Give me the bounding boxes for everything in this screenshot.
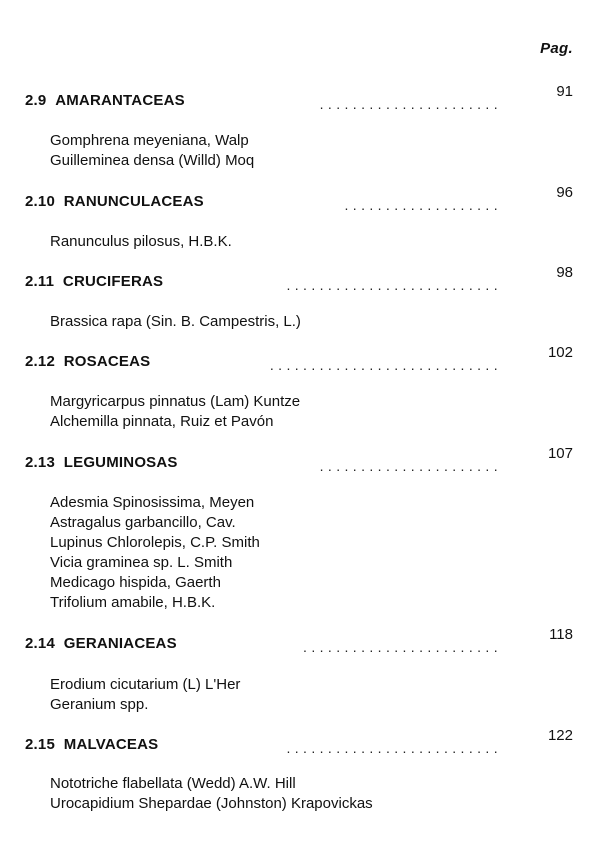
species-list (50, 493, 260, 613)
species-list (50, 774, 373, 814)
toc-entry (0, 626, 600, 657)
species-list (50, 392, 300, 432)
toc-entry (0, 264, 600, 295)
toc-section-2-12 (0, 344, 600, 375)
dot-leader: ................... (344, 197, 502, 213)
list-item: Margyricarpus pinnatus (Lam) Kuntze (50, 393, 301, 410)
toc-entry (0, 445, 600, 476)
list-item: Medicago hispida, Gaerth (50, 574, 221, 591)
toc-section-2-13 (0, 445, 600, 476)
page-number: 107 (547, 445, 573, 462)
toc-section-2-10 (0, 184, 600, 215)
toc-entry (0, 727, 600, 758)
list-item: Astragalus garbancillo, Cav. (50, 514, 236, 531)
dot-leader: ............................ (269, 357, 502, 373)
list-item: Nototriche flabellata (Wedd) A.W. Hill (50, 775, 296, 792)
section-heading: 2.10 RANUNCULACEAS (25, 193, 204, 210)
section-title: CRUCIFERAS (62, 273, 164, 290)
section-heading: 2.14 GERANIACEAS (25, 635, 177, 652)
dot-leader: ...................... (319, 96, 502, 112)
page-number: 102 (547, 344, 573, 361)
dot-leader: .......................... (286, 277, 502, 293)
toc-section-2-9 (0, 83, 600, 114)
list-item: Lupinus Chlorolepis, C.P. Smith (50, 534, 260, 551)
section-heading: 2.9 AMARANTACEAS (25, 92, 185, 109)
list-item: Erodium cicutarium (L) L'Her (50, 676, 241, 693)
section-title: MALVACEAS (63, 736, 159, 753)
species-list (50, 675, 240, 715)
page-number: 96 (556, 184, 573, 201)
page-number: 122 (547, 727, 573, 744)
list-item: Guilleminea densa (Willd) Moq (50, 152, 255, 169)
page-number: 91 (556, 83, 573, 100)
dot-leader: ........................ (303, 639, 502, 655)
list-item: Urocapidium Shepardae (Johnston) Krapovickas (50, 795, 373, 812)
species-list (50, 232, 232, 252)
list-item: Adesmia Spinosissima, Meyen (50, 494, 255, 511)
toc-entry (0, 344, 600, 375)
dot-leader: .......................... (286, 740, 502, 756)
list-item: Brassica rapa (Sin. B. Campestris, L.) (50, 313, 301, 330)
toc-section-2-15 (0, 727, 600, 758)
section-heading: 2.11 CRUCIFERAS (25, 273, 164, 290)
list-item: Gomphrena meyeniana, Walp (50, 132, 249, 149)
section-title: RANUNCULACEAS (63, 193, 204, 210)
page-number: 118 (549, 626, 573, 643)
list-item: Ranunculus pilosus, H.B.K. (50, 233, 232, 250)
species-list (50, 312, 301, 332)
section-title: AMARANTACEAS (55, 92, 185, 109)
page-number: 98 (556, 264, 573, 281)
section-title: GERANIACEAS (63, 635, 177, 652)
toc-entry (0, 184, 600, 215)
dot-leader: ...................... (319, 458, 502, 474)
list-item: Geranium spp. (50, 696, 149, 713)
page-column-label: Pag. (540, 40, 573, 57)
toc-section-2-11 (0, 264, 600, 295)
species-list (50, 131, 254, 171)
section-heading: 2.12 ROSACEAS (25, 353, 151, 370)
list-item: Trifolium amabile, H.B.K. (50, 594, 216, 611)
section-title: LEGUMINOSAS (63, 454, 178, 471)
toc-section-2-14 (0, 626, 600, 657)
list-item: Alchemilla pinnata, Ruiz et Pavón (50, 413, 274, 430)
toc-entry (0, 83, 600, 114)
section-title: ROSACEAS (63, 353, 151, 370)
section-heading: 2.15 MALVACEAS (25, 736, 159, 753)
section-heading: 2.13 LEGUMINOSAS (25, 454, 178, 471)
list-item: Vicia graminea sp. L. Smith (50, 554, 233, 571)
